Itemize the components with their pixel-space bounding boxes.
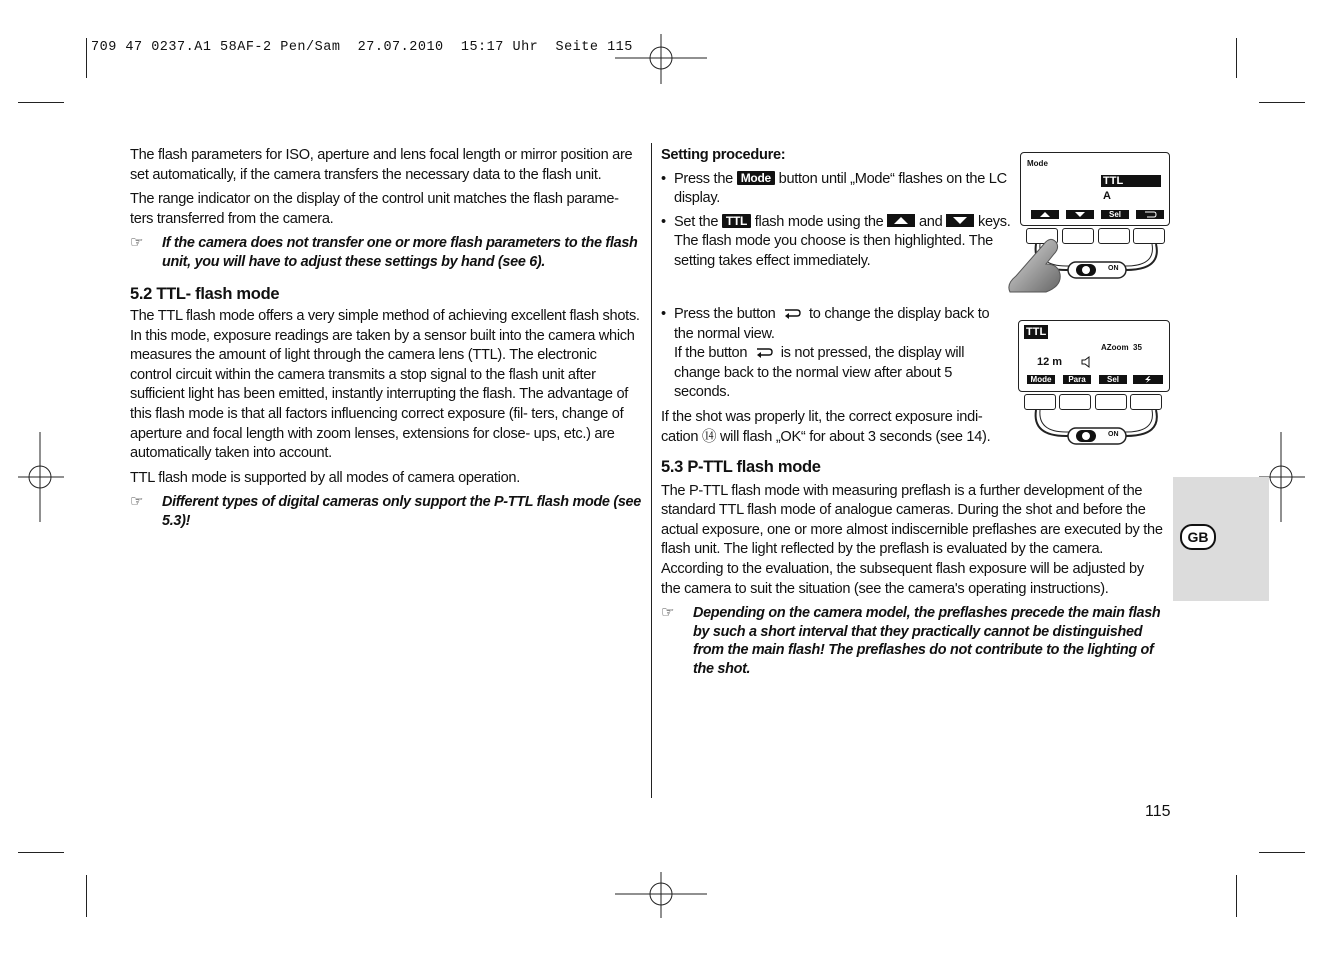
paragraph: The range indicator on the display of the control unit matches the flash parame- ters transferred from the camera. — [130, 191, 619, 227]
paragraph: The flash parameters for ISO, aperture and lens focal length or mirror position are set automatically, if the camera transfers the necessary data to the flash unit. — [130, 147, 633, 183]
crop-mark — [1259, 102, 1305, 103]
note: ☞ Different types of digital cameras only support the P-TTL flash mode (see 5.3)! — [130, 493, 641, 529]
ttl-key: TTL — [722, 214, 751, 228]
pointing-finger-icon — [1006, 234, 1076, 300]
up-arrow-icon — [887, 214, 915, 227]
right-column-top — [661, 146, 1011, 272]
lcd-zoom-label: AZoom 35 — [1101, 343, 1142, 352]
crop-mark — [86, 38, 87, 78]
crop-mark — [86, 875, 87, 917]
print-header: 709 47 0237.A1 58AF-2 Pen/Sam 27.07.2010 15:17 Uhr Seite 115 — [91, 40, 633, 55]
softkey-sel: Sel — [1101, 210, 1129, 219]
column-divider — [651, 143, 652, 798]
lcd-sub-value: A — [1103, 190, 1111, 202]
mode-key: Mode — [737, 171, 775, 185]
softkey-sel: Sel — [1099, 375, 1127, 384]
lcd-title: Mode — [1027, 159, 1048, 168]
paragraph: The TTL flash mode offers a very simple method of achieving excellent flash shots. In this mode, exposure readings are taken by a sensor built into the camera which measures the amount of light through the camera lens (TTL). The electronic control circuit within the camera transmits a stop signal to the flash unit after sufficient light has been emitted, instantly interrupting the flash. The advantage of this flash mode is that all factors influencing correct exposure (fil- ters, change of aperture and focal length with zoom lenses, extensions for close- ups, etc.) are automatically taken into account. — [130, 307, 640, 462]
on-label: ON — [1108, 265, 1119, 272]
registration-mark-icon — [18, 432, 64, 522]
down-arrow-icon — [946, 214, 974, 227]
lcd-mode-icon: TTL — [1026, 326, 1047, 338]
pointing-hand-icon: ☞ — [130, 234, 144, 252]
bullet-item: • Press the Mode button until „Mode“ flashes on the LC display. — [661, 170, 1007, 207]
crop-mark — [18, 852, 64, 853]
pointing-hand-icon: ☞ — [661, 604, 675, 622]
control-unit-illustration-2 — [1014, 318, 1174, 450]
lcd-mode-value: TTL — [1101, 175, 1161, 187]
on-label: ON — [1108, 431, 1119, 438]
right-column-bottom — [661, 458, 1166, 678]
control-unit-illustration-1 — [1016, 150, 1174, 296]
softkey-para: Para — [1063, 375, 1091, 384]
setting-heading: Setting procedure: — [661, 147, 786, 163]
return-arrow-icon — [754, 346, 774, 358]
section-heading: 5.2 TTL- flash mode — [130, 285, 280, 304]
return-arrow-icon — [782, 307, 802, 319]
pointing-hand-icon: ☞ — [130, 493, 144, 511]
crop-mark — [18, 102, 64, 103]
crop-mark — [1236, 38, 1237, 78]
right-column-middle — [661, 305, 1006, 452]
registration-mark-icon — [615, 872, 707, 918]
language-tab — [1173, 477, 1269, 601]
crop-mark — [1259, 852, 1305, 853]
softkey-mode: Mode — [1027, 375, 1055, 384]
left-column — [130, 146, 642, 530]
language-badge: GB — [1180, 524, 1216, 550]
bullet-item: • Press the button to change the display back to the normal view. If the button is not pressed, the display will change back to the normal view after about 5 seconds. — [661, 306, 990, 401]
crop-mark — [1236, 875, 1237, 917]
page-number: 115 — [1145, 803, 1171, 820]
section-heading: 5.3 P-TTL flash mode — [661, 458, 821, 476]
bullet-item: • Set the TTL flash mode using the and keys. The flash mode you choose is then highlighted. The setting takes effect immediately. — [661, 213, 1011, 269]
note: ☞ If the camera does not transfer one or more flash parameters to the flash unit, you will have to adjust these settings by hand (see 6). — [130, 234, 638, 270]
paragraph: TTL flash mode is supported by all modes of camera operation. — [130, 469, 520, 486]
note: ☞ Depending on the camera model, the preflashes precede the main flash by such a short interval that they practically cannot be distinguished from the main flash! The preflashes do not contribute to the lighting of the shot. — [661, 604, 1161, 677]
cable-outline — [1014, 318, 1174, 450]
lcd-distance: 12 m — [1037, 356, 1063, 368]
paragraph: The P-TTL flash mode with measuring preflash is a further development of the standard TTL flash mode of analogue cameras. During the shot and before the actual exposure, one or more almost indiscernible preflashes are executed by the flash unit. The light reflected by the preflash is evaluated by the camera. According to the evaluation, the subsequent flash exposure will be adjusted by the camera to suit the situation (see the camera's operating instructions). — [661, 482, 1163, 597]
paragraph: If the shot was properly lit, the correct exposure indi- cation ⑭ will flash „OK“ for about 3 seconds (see 14). — [661, 408, 991, 445]
